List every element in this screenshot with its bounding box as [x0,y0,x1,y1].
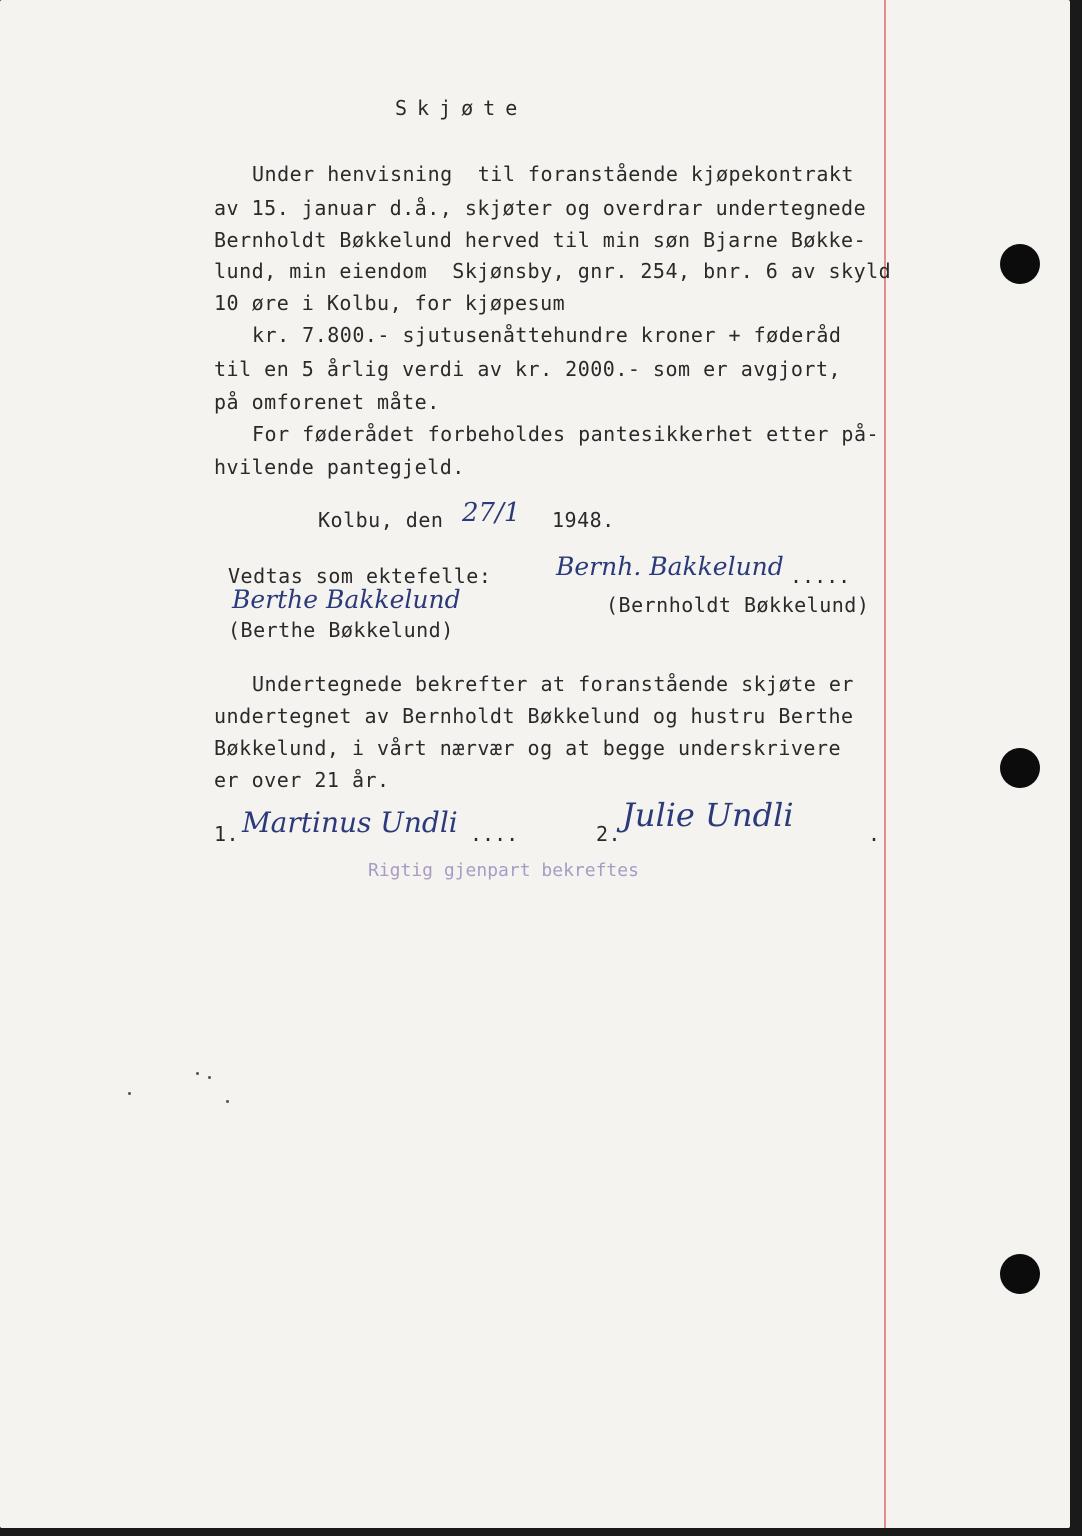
punch-hole-middle [1000,748,1040,788]
punch-hole-bottom [1000,1254,1040,1294]
signature-berthe: Berthe Bakkelund [232,585,461,614]
spouse-label: Vedtas som ektefelle: [228,564,492,588]
speck [226,1100,229,1103]
paragraph1-line2: av 15. januar d.å., skjøter og overdrar undertegnede [214,196,867,220]
speck [128,1092,131,1095]
paragraph1-line5: 10 øre i Kolbu, for kjøpesum [214,291,566,315]
margin-line [884,0,886,1528]
witness2-number: 2. [596,822,622,846]
witness-line2: undertegnet av Bernholdt Bøkkelund og hustru Berthe [214,704,854,728]
place-date-handwritten: 27/1 [462,498,521,528]
signature-bernholdt: Bernh. Bakkelund [556,552,784,581]
punch-hole-top [1000,244,1040,284]
paragraph1-line3: Bernholdt Bøkkelund herved til min søn Bjarne Bøkke- [214,228,867,252]
witness1-dots: .... [470,822,519,846]
place-date-prefix: Kolbu, den [318,508,444,532]
speck [196,1072,199,1075]
signature-dots-bernholdt: ..... [790,564,851,588]
witness1-signature: Martinus Undli [242,806,458,839]
paragraph3-line2: hvilende pantegjeld. [214,455,465,479]
name-bernholdt: (Bernholdt Bøkkelund) [606,593,870,617]
document-title: Skjøte [395,96,528,120]
witness-line3: Bøkkelund, i vårt nærvær og at begge underskrivere [214,736,842,760]
paragraph1-line1: Under henvisning til foranstående kjøpekontrakt [252,162,854,186]
speck [208,1076,211,1079]
witness2-dots: . [868,822,881,846]
name-berthe: (Berthe Bøkkelund) [228,618,454,642]
paragraph1-line4: lund, min eiendom Skjønsby, gnr. 254, bnr. 6 av skyld [214,259,892,283]
witness-line1: Undertegnede bekrefter at foranstående skjøte er [252,672,854,696]
witness1-number: 1. [214,822,240,846]
witness-line4: er over 21 år. [214,768,390,792]
place-date-year: 1948. [552,508,615,532]
copy-stamp: Rigtig gjenpart bekreftes [368,860,639,881]
paragraph2-line3: på omforenet måte. [214,390,440,414]
witness2-signature: Julie Undli [622,796,794,834]
paragraph3-line1: For føderådet forbeholdes pantesikkerhet etter på- [252,422,880,446]
paragraph2-line2: til en 5 årlig verdi av kr. 2000.- som er avgjort, [214,357,842,381]
paragraph2-line1: kr. 7.800.- sjutusenåttehundre kroner + føderåd [252,323,842,347]
